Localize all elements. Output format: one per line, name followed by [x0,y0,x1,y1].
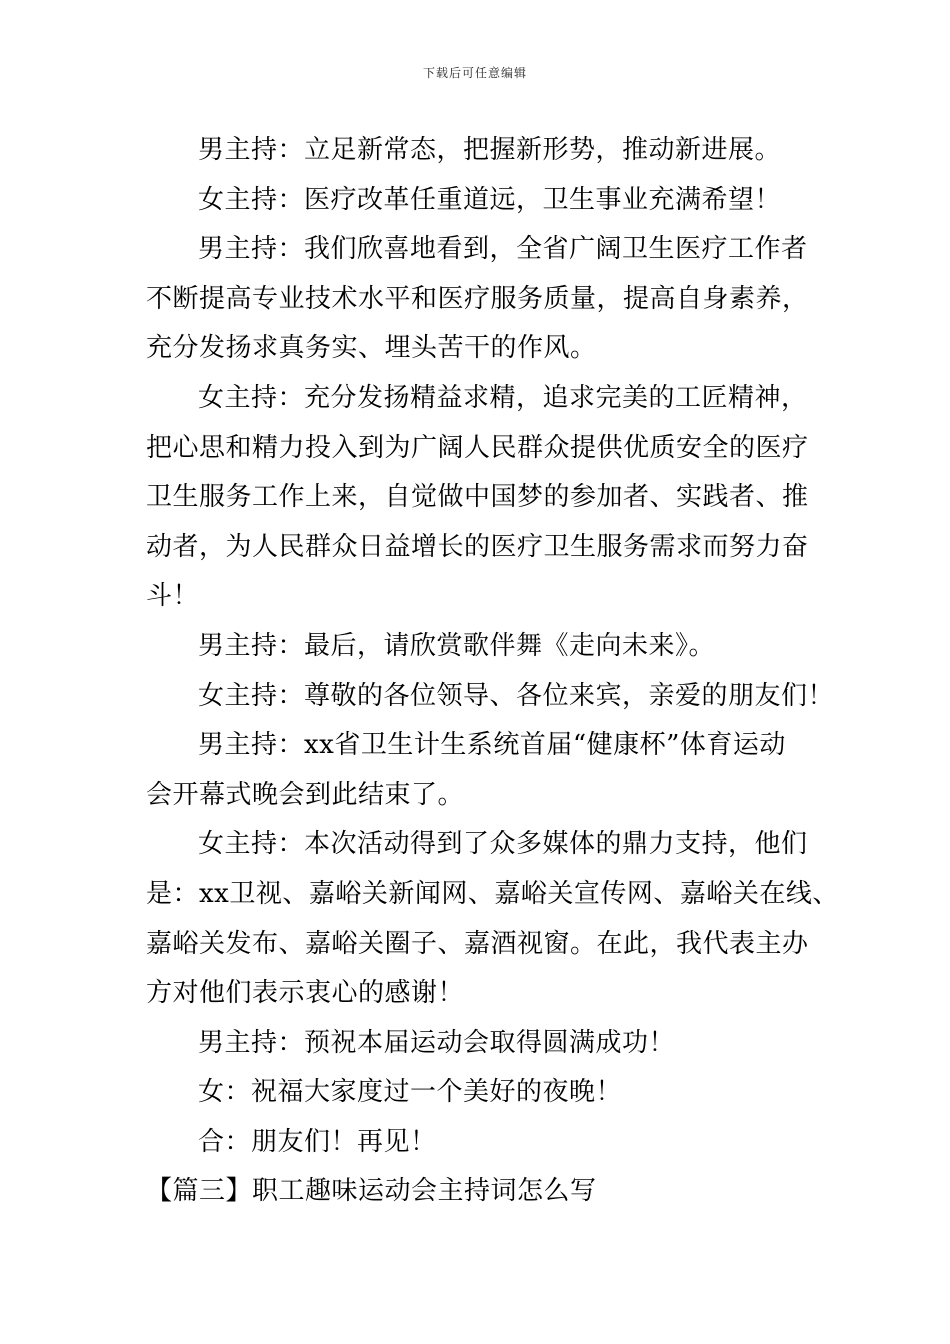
text-line: 男主持：xx省卫生计生系统首届“健康杯”体育运动 [198,730,786,761]
text-line: 斗！ [146,581,200,612]
text-line: 女主持：尊敬的各位领导、各位来宾，亲爱的朋友们！ [198,680,835,711]
text-line: 嘉峪关发布、嘉峪关圈子、嘉酒视窗。在此，我代表主办 [146,928,809,959]
text-line: 方对他们表示衷心的感谢！ [146,978,465,1009]
text-line: 女主持：本次活动得到了众多媒体的鼎力支持，他们 [198,829,808,860]
text-line: 把心思和精力投入到为广阔人民群众提供优质安全的医疗 [146,432,809,463]
text-line: 卫生服务工作上来，自觉做中国梦的参加者、实践者、推 [146,482,809,513]
text-line: 不断提高专业技术水平和医疗服务质量，提高自身素养， [146,283,809,314]
text-line: 男主持：我们欣喜地看到，全省广阔卫生医疗工作者 [198,234,808,265]
text-line: 是：xx卫视、嘉峪关新闻网、嘉峪关宣传网、嘉峪关在线、 [146,878,839,909]
text-line: 男主持：最后，请欣赏歌伴舞《走向未来》。 [198,630,716,661]
text-line: 男主持：立足新常态，把握新形势，推动新进展。 [198,135,782,165]
text-line: 男主持：预祝本届运动会取得圆满成功！ [198,1027,676,1058]
text-line: 女：祝福大家度过一个美好的夜晚！ [198,1077,623,1108]
section-heading: 【篇三】职工趣味运动会主持词怎么写 [146,1176,597,1207]
text-line: 女主持：医疗改革任重道远，卫生事业充满希望！ [198,184,782,215]
text-line: 女主持：充分发扬精益求精，追求完美的工匠精神， [198,382,808,413]
page-header: 下载后可任意编辑 [422,66,527,80]
text-line: 充分发扬求真务实、埋头苦干的作风。 [146,333,597,364]
text-line: 动者，为人民群众日益增长的医疗卫生服务需求而努力奋 [146,531,809,562]
document-body [146,126,839,1217]
text-line: 合：朋友们！再见！ [198,1126,437,1157]
text-line: 会开幕式晚会到此结束了。 [146,779,465,810]
